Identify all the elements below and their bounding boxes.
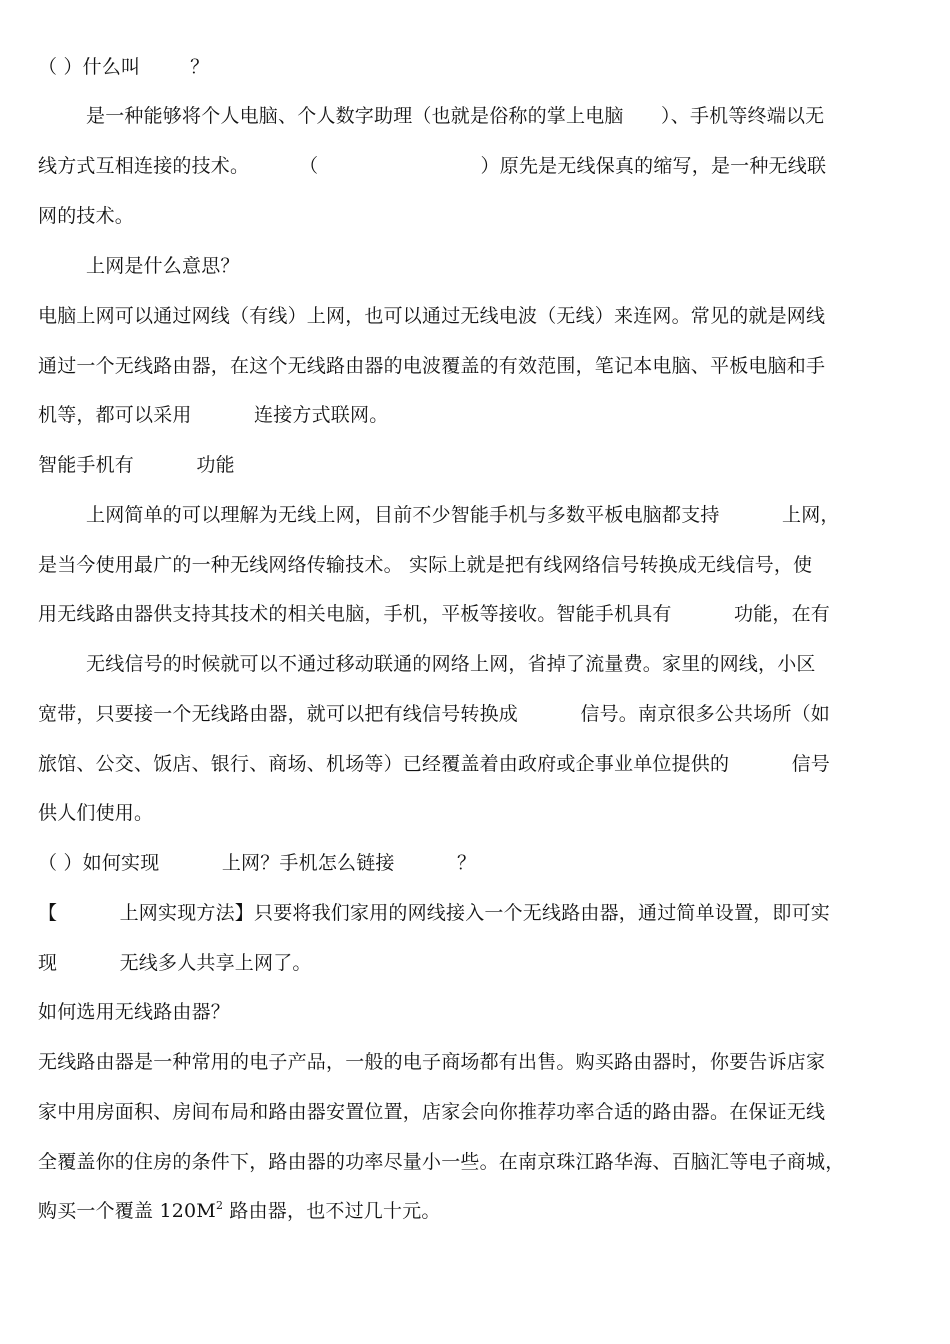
subheading-meaning: 上网是什么意思？	[86, 255, 240, 277]
paragraph-line: 全覆盖你的住房的条件下，路由器的功率尽量小一些。在南京珠江路华海、百脑汇等电子商城，	[38, 1151, 845, 1173]
paragraph-line: 电脑上网可以通过网线（有线）上网，也可以通过无线电波（无线）来连网。常见的就是网线	[38, 305, 826, 327]
paragraph-line: 供人们使用。	[38, 802, 154, 824]
text-segment: 路由器，也不过几十元。	[223, 1200, 441, 1222]
paragraph-last-line	[38, 1198, 441, 1224]
paragraph-line: 线方式互相连接的技术。 （ ）原先是无线保真的缩写，是一种无线联	[38, 155, 827, 177]
heading-what-is: （ ）什么叫 ？	[38, 56, 210, 78]
paragraph-line: 用无线路由器供支持其技术的相关电脑，手机，平板等接收。智能手机具有 功能，在有	[38, 603, 830, 625]
paragraph-line: 通过一个无线路由器，在这个无线路由器的电波覆盖的有效范围，笔记本电脑、平板电脑和手	[38, 355, 826, 377]
paragraph-line: 网的技术。	[38, 205, 135, 227]
paragraph-line: 无线信号的时候就可以不通过移动联通的网络上网，省掉了流量费。家里的网线，小区	[86, 653, 816, 675]
paragraph-line: 旅馆、公交、饭店、银行、商场、机场等）已经覆盖着由政府或企事业单位提供的 信号	[38, 753, 830, 775]
paragraph-line: 无线路由器是一种常用的电子产品，一般的电子商场都有出售。购买路由器时，你要告诉店家	[38, 1051, 826, 1073]
paragraph-line: 是当今使用最广的一种无线网络传输技术。 实际上就是把有线网络信号转换成无线信号，使	[38, 554, 813, 576]
subheading-router-choice: 如何选用无线路由器？	[38, 1001, 231, 1023]
paragraph-line: 机等，都可以采用 连接方式联网。	[38, 404, 389, 426]
paragraph-line: 【 上网实现方法】只要将我们家用的网线接入一个无线路由器，通过简单设置，即可实	[38, 902, 830, 924]
paragraph-line: 家中用房面积、房间布局和路由器安置位置，店家会向你推荐功率合适的路由器。在保证无线	[38, 1101, 826, 1123]
subheading-smartphone: 智能手机有 功能	[38, 454, 235, 476]
superscript-two: 2	[215, 1199, 224, 1212]
heading-how-to: （ ）如何实现 上网？手机怎么链接 ？	[38, 852, 477, 874]
paragraph-line: 宽带，只要接一个无线路由器，就可以把有线信号转换成 信号。南京很多公共场所（如	[38, 703, 830, 725]
paragraph-line: 上网简单的可以理解为无线上网，目前不少智能手机与多数平板电脑都支持 上网，	[86, 504, 840, 526]
text-segment: 购买一个覆盖 120M	[38, 1200, 216, 1222]
paragraph-line: 是一种能够将个人电脑、个人数字助理（也就是俗称的掌上电脑 ）、手机等终端以无	[86, 105, 825, 127]
paragraph-line: 现 无线多人共享上网了。	[38, 952, 312, 974]
